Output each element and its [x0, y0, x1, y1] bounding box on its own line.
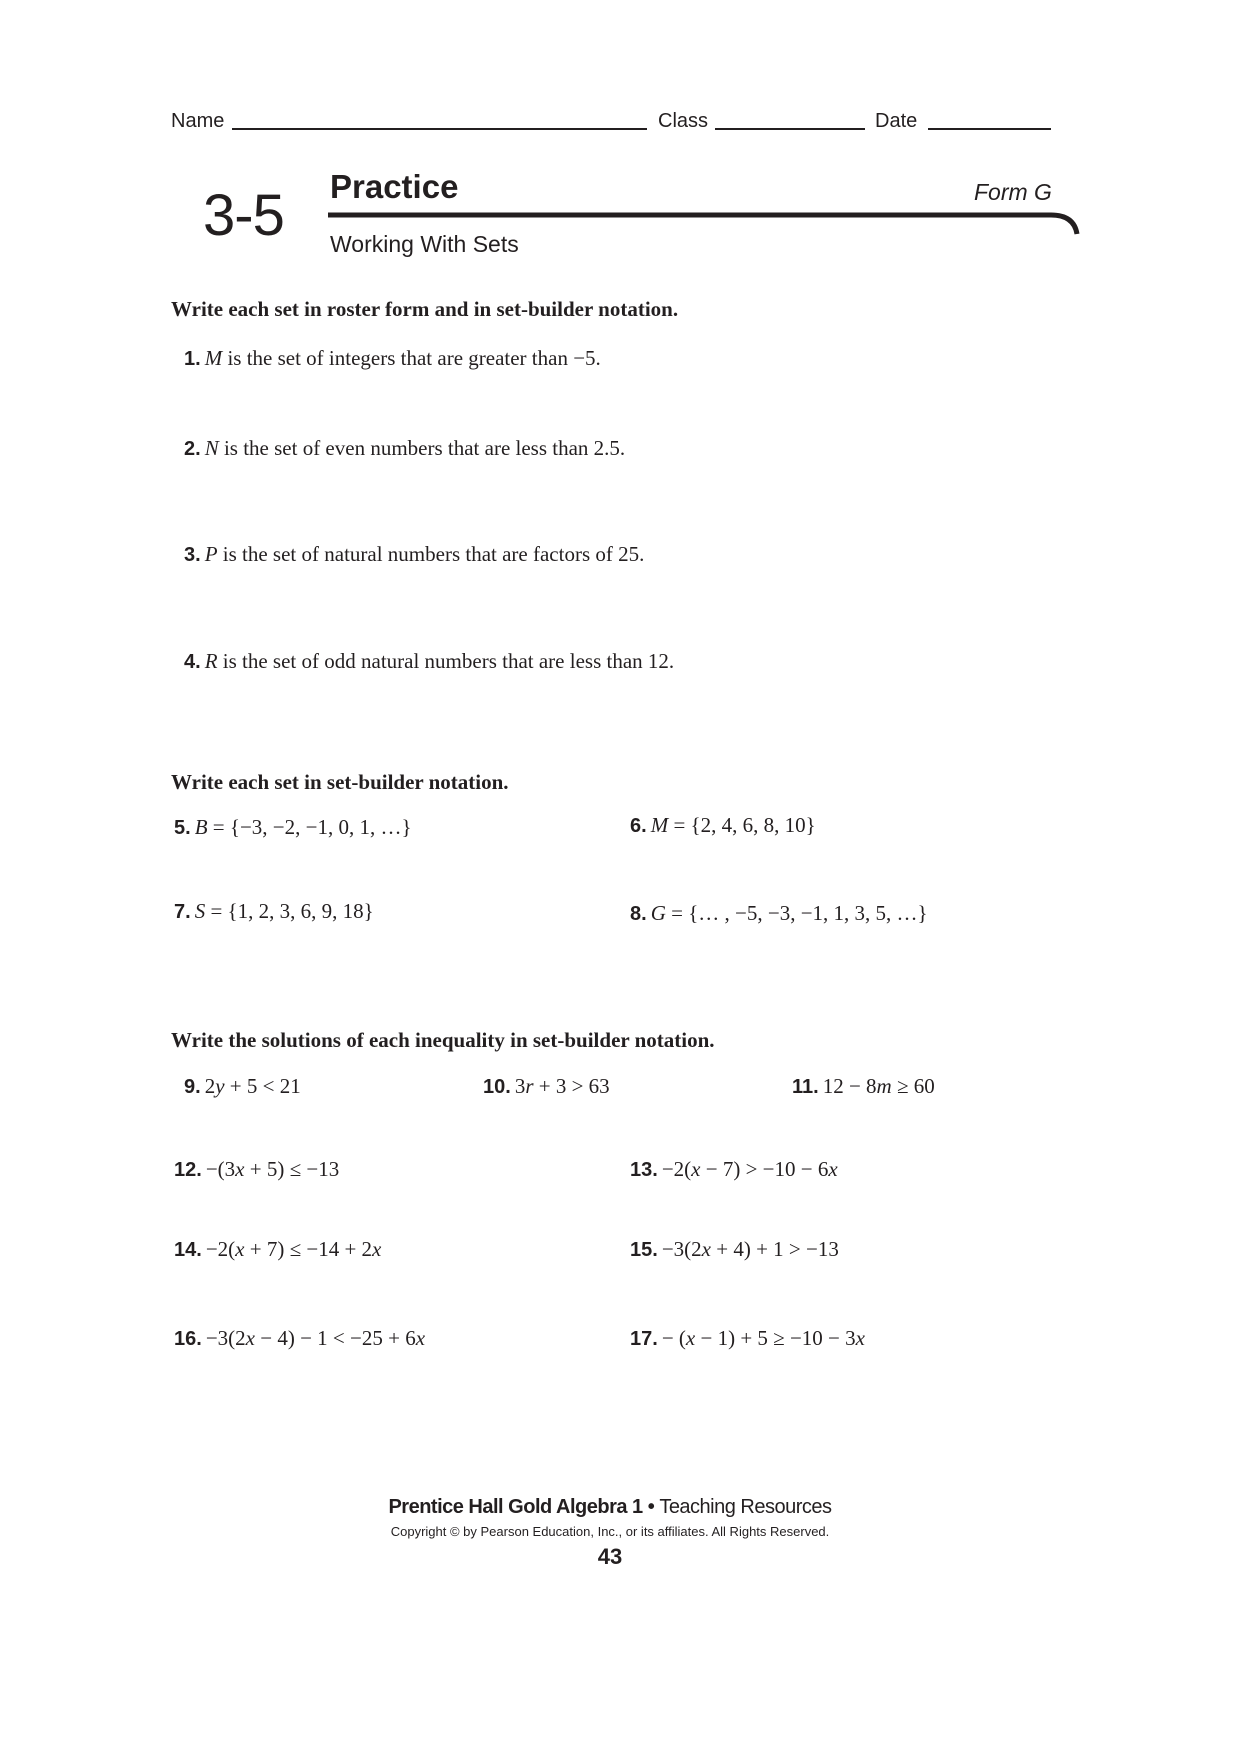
page-subtitle: Working With Sets: [330, 231, 519, 257]
problem-7: [174, 899, 374, 924]
problem-3: [184, 542, 644, 567]
class-field[interactable]: [715, 128, 865, 130]
problem-1: [184, 346, 601, 371]
expr-part: − (: [661, 1326, 686, 1350]
expr-var: y: [215, 1074, 225, 1098]
problem-9: [184, 1074, 301, 1099]
problem-10: [483, 1074, 610, 1099]
problem-number: 17.: [630, 1328, 658, 1350]
lesson-number: 3-5: [203, 183, 284, 248]
problem-17: [630, 1326, 865, 1351]
expr-var: x: [828, 1157, 838, 1181]
problem-14: [174, 1237, 381, 1262]
problem-number: 1.: [184, 348, 201, 370]
problem-text: is the set of even numbers that are less than 2.5.: [218, 436, 626, 460]
expr-part: − 4) − 1 < −25 + 6: [254, 1326, 416, 1350]
problem-text: = {1, 2, 3, 6, 9, 18}: [205, 899, 374, 923]
set-variable: N: [204, 436, 219, 460]
problem-2: [184, 436, 625, 461]
book-subtitle: Teaching Resources: [659, 1496, 832, 1518]
class-label: Class: [658, 110, 709, 132]
expr-part: − 1) + 5 ≥ −10 − 3: [695, 1326, 856, 1350]
name-field[interactable]: [232, 128, 647, 130]
problem-number: 14.: [174, 1239, 202, 1261]
problem-text: = {−3, −2, −1, 0, 1, …}: [207, 815, 412, 839]
problem-8: [630, 901, 928, 926]
problem-number: 2.: [184, 438, 201, 460]
set-variable: R: [204, 649, 218, 673]
problem-16: [174, 1326, 425, 1351]
expr-var: x: [415, 1326, 426, 1350]
set-variable: G: [650, 901, 666, 925]
expr-part: ≥ 60: [891, 1074, 935, 1098]
problem-number: 8.: [630, 903, 647, 925]
problem-text: = {2, 4, 6, 8, 10}: [668, 813, 816, 837]
problem-13: [630, 1157, 838, 1182]
expr-var: x: [235, 1157, 245, 1181]
expr-part: 3: [514, 1074, 526, 1098]
problem-12: [174, 1157, 339, 1182]
expr-var: x: [691, 1157, 701, 1181]
date-label: Date: [875, 110, 918, 132]
problem-text: is the set of odd natural numbers that are less than 12.: [217, 649, 675, 673]
expr-var: r: [525, 1074, 534, 1098]
set-variable: M: [650, 813, 669, 837]
problem-number: 6.: [630, 815, 647, 837]
expr-var: x: [235, 1237, 245, 1261]
problem-number: 7.: [174, 901, 191, 923]
problem-number: 16.: [174, 1328, 202, 1350]
expr-var: m: [876, 1074, 892, 1098]
expr-var: x: [245, 1326, 255, 1350]
expr-part: 2: [204, 1074, 216, 1098]
problem-number: 12.: [174, 1159, 202, 1181]
problem-text: is the set of integers that are greater than −5.: [222, 346, 601, 370]
expr-part: + 7) ≤ −14 + 2: [244, 1237, 373, 1261]
problem-5: [174, 815, 412, 840]
expr-var: x: [701, 1237, 711, 1261]
expr-part: −2(: [661, 1157, 692, 1181]
problem-number: 3.: [184, 544, 201, 566]
set-variable: B: [194, 815, 208, 839]
problem-15: [630, 1237, 839, 1262]
expr-part: 12 − 8: [822, 1074, 877, 1098]
set-variable: P: [204, 542, 218, 566]
expr-part: −2(: [205, 1237, 236, 1261]
instruction-roster: Write each set in roster form and in set-builder notation.: [171, 297, 679, 321]
expr-part: + 3 > 63: [533, 1074, 610, 1098]
instruction-inequalities: Write the solutions of each inequality in set-builder notation.: [171, 1028, 715, 1052]
date-field[interactable]: [928, 128, 1051, 130]
name-label: Name: [171, 110, 225, 132]
form-label: Form G: [974, 179, 1052, 205]
page-number: 43: [597, 1544, 623, 1569]
page-title: Practice: [330, 168, 459, 205]
instruction-set-builder: Write each set in set-builder notation.: [171, 770, 509, 794]
problem-number: 13.: [630, 1159, 658, 1181]
set-variable: M: [204, 346, 223, 370]
expr-part: −3(2: [661, 1237, 702, 1261]
problem-number: 4.: [184, 651, 201, 673]
expr-part: −3(2: [205, 1326, 246, 1350]
problem-4: [184, 649, 674, 674]
problem-number: 11.: [792, 1076, 819, 1098]
problem-number: 9.: [184, 1076, 201, 1098]
bullet: •: [642, 1496, 660, 1518]
copyright: Copyright © by Pearson Education, Inc., or its affiliates. All Rights Reserved.: [390, 1524, 830, 1539]
problem-11: [792, 1074, 935, 1099]
problem-number: 15.: [630, 1239, 658, 1261]
expr-part: + 5) ≤ −13: [244, 1157, 340, 1181]
problem-number: 5.: [174, 817, 191, 839]
expr-part: −(3: [205, 1157, 236, 1181]
book-title: Prentice Hall Gold Algebra 1: [388, 1496, 643, 1518]
problem-text: = {… , −5, −3, −1, 1, 3, 5, …}: [665, 901, 928, 925]
expr-part: + 4) + 1 > −13: [710, 1237, 839, 1261]
problem-number: 10.: [483, 1076, 511, 1098]
expr-part: + 5 < 21: [224, 1074, 301, 1098]
expr-var: x: [855, 1326, 865, 1350]
problem-6: [630, 813, 816, 838]
expr-part: − 7) > −10 − 6: [700, 1157, 829, 1181]
footer-book-title: [0, 1496, 1220, 1519]
expr-var: x: [685, 1326, 696, 1350]
expr-var: x: [372, 1237, 382, 1261]
set-variable: S: [194, 899, 206, 923]
problem-text: is the set of natural numbers that are factors of 25.: [217, 542, 645, 566]
